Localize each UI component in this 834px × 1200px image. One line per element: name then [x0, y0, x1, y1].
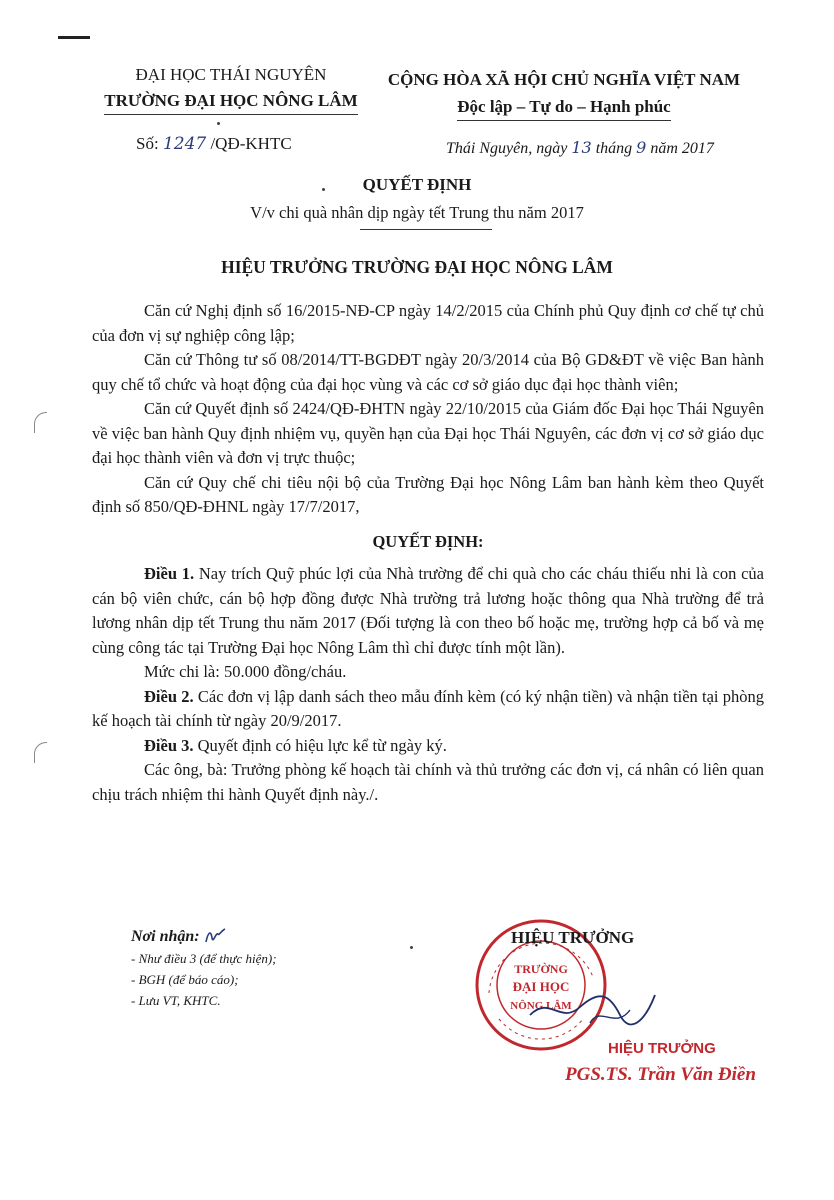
initial-mark-icon — [204, 928, 226, 946]
signatory-name: PGS.TS. Trần Văn Điền — [565, 1064, 756, 1085]
authority-heading: HIỆU TRƯỞNG TRƯỜNG ĐẠI HỌC NÔNG LÂM — [221, 257, 613, 277]
closing-line: Các ông, bà: Trưởng phòng kế hoạch tài chính và thủ trưởng các đơn vị, cá nhân có liên quan chịu trách nhiệm thi hành Quyết định này./. — [92, 760, 764, 804]
punch-hole — [34, 742, 47, 763]
article-2: Điều 2. Các đơn vị lập danh sách theo mẫu đính kèm (có ký nhận tiền) và nhận tiền tại phòng kế hoạch tài chính từ ngày 20/9/2017. — [92, 686, 765, 730]
recipients-heading: Nơi nhận: — [131, 928, 226, 946]
amount-line: Mức chi là: 50.000 đồng/cháu. — [144, 662, 347, 681]
issuer-name: TRƯỜNG ĐẠI HỌC NÔNG LÂM — [96, 88, 366, 115]
issuer-block — [96, 62, 366, 115]
speck — [217, 122, 220, 125]
signature-icon — [520, 985, 660, 1035]
preamble-item: Căn cứ Thông tư số 08/2014/TT-BGDĐT ngày 20/3/2014 của Bộ GD&ĐT về việc Ban hành quy chế tổ chức và hoạt động của đại học vùng và các cơ sở giáo dục đại học thành viên; — [92, 350, 764, 394]
recipient-item: - Lưu VT, KHTC. — [131, 993, 221, 1008]
recipients-list — [131, 948, 277, 1011]
preamble-item: Căn cứ Quy chế chi tiêu nội bộ của Trường Đại học Nông Lâm ban hành kèm theo Quyết định số 850/QĐ-ĐHNL ngày 17/7/2017, — [92, 472, 764, 516]
document-body — [92, 299, 764, 807]
document-title: QUYẾT ĐỊNH — [362, 175, 472, 194]
document-number: Số: 1247 /QĐ-KHTC — [136, 134, 292, 154]
document-subtitle: V/v chi quà nhân dịp ngày tết Trung thu năm 2017 — [250, 203, 584, 222]
preamble-item: Căn cứ Nghị định số 16/2015-NĐ-CP ngày 14/2/2015 của Chính phủ Quy định cơ chế tự chủ của đơn vị sự nghiệp công lập; — [92, 301, 764, 345]
national-motto-block — [364, 66, 764, 121]
stamped-role: HIỆU TRƯỞNG — [608, 1040, 716, 1057]
speck — [322, 188, 325, 191]
handwritten-month: 9 — [636, 138, 647, 157]
svg-text:TRƯỜNG: TRƯỜNG — [514, 962, 568, 976]
subtitle-underline — [360, 229, 492, 230]
recipient-item: - Như điều 3 (để thực hiện); — [131, 951, 277, 966]
handwritten-number: 1247 — [162, 134, 207, 154]
recipient-item: - BGH (để báo cáo); — [131, 972, 239, 987]
speck — [410, 946, 413, 949]
handwritten-day: 13 — [571, 138, 592, 157]
motto: Độc lập – Tự do – Hạnh phúc — [364, 93, 764, 121]
svg-text:NÔNG LÂM: NÔNG LÂM — [510, 1000, 572, 1012]
decision-heading: QUYẾT ĐỊNH: — [372, 531, 484, 551]
document-date: Thái Nguyên, ngày 13 tháng 9 năm 2017 — [446, 138, 714, 157]
article-3: Điều 3. Quyết định có hiệu lực kể từ ngày ký. — [144, 735, 447, 755]
preamble-item: Căn cứ Quyết định số 2424/QĐ-ĐHTN ngày 22/10/2015 của Giám đốc Đại học Thái Nguyên về việc ban hành Quy định nhiệm vụ, quyền hạn của Đại học Thái Nguyên, các đơn vị cơ sở giáo dục đại học thành viên và đơn vị trực thuộc; — [92, 399, 764, 467]
punch-hole — [34, 412, 47, 433]
scan-mark — [58, 36, 90, 39]
country-name: CỘNG HÒA XÃ HỘI CHỦ NGHĨA VIỆT NAM — [387, 70, 741, 89]
issuer-parent: ĐẠI HỌC THÁI NGUYÊN — [135, 65, 327, 84]
article-1: Điều 1. Nay trích Quỹ phúc lợi của Nhà trường để chi quà cho các cháu thiếu nhi là con của cán bộ viên chức, cán bộ hợp đồng được Nhà trường trả lương hoặc thông qua Nhà trường để trả lương nhân dịp tết Trung thu năm 2017 (Đối tượng là con theo bố hoặc mẹ, trường hợp cả bố và mẹ cùng công tác tại Trường Đại học Nông Lâm thì chỉ được tính một lần). — [92, 564, 764, 657]
signatory-role: HIỆU TRƯỞNG — [511, 928, 635, 947]
svg-text:ĐẠI HỌC: ĐẠI HỌC — [512, 979, 570, 994]
